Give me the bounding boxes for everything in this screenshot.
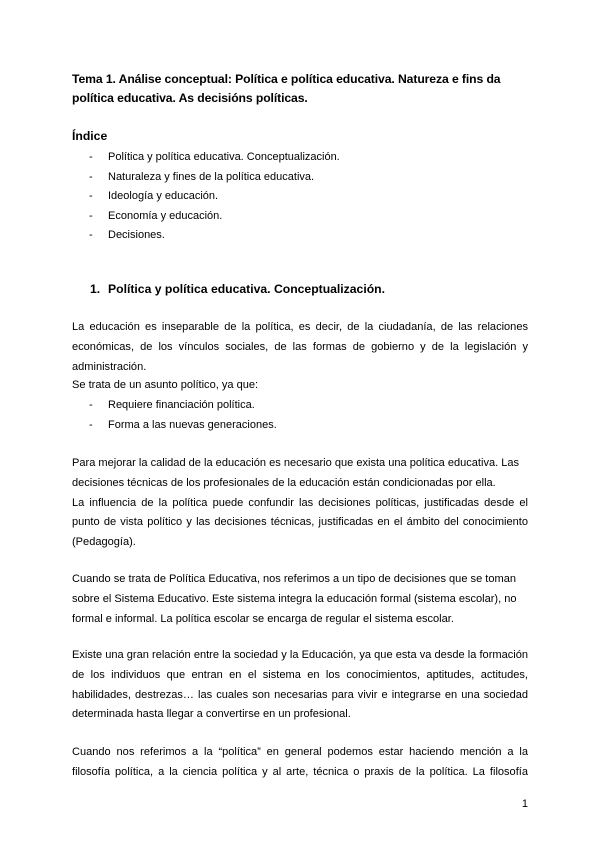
document-title: Tema 1. Análise conceptual: Política e política educativa. Natureza e fins da política educativa. As decisións políticas. <box>72 72 501 105</box>
list-item <box>72 416 277 436</box>
list-dash: - <box>89 190 93 202</box>
paragraph: Se trata de un asunto político, ya que: <box>72 379 259 391</box>
index-item-label: Decisiones. <box>108 229 165 241</box>
page-number: 1 <box>521 798 528 810</box>
index-item <box>72 226 340 246</box>
paragraph-group <box>72 454 528 553</box>
index-list <box>72 148 340 246</box>
section-heading-text: Política y política educativa. Conceptualización. <box>108 282 385 296</box>
paragraph: La influencia de la política puede confundir las decisiones políticas, justificadas desde el punto de vista político y las decisiones técnicas, justificadas en el ámbito del conocimiento (Pedagogía). <box>72 496 528 549</box>
list-dash: - <box>89 209 93 222</box>
section-heading <box>90 280 385 298</box>
paragraph: Existe una gran relación entre la sociedad y la Educación, ya que esta va desde la formación de los individuos que entran en el sistema en los conocimientos, aptitudes, actitudes, habilidades, destrezas… las cuales son necesarias para vivir e integrarse en una sociedad determinada hasta llegar a convertirse en un profesional. <box>72 649 528 721</box>
index-item-label: Naturaleza y fines de la política educativa. <box>108 170 315 183</box>
bullet-list <box>72 396 277 435</box>
index-item <box>72 187 340 207</box>
list-dash: - <box>89 170 93 183</box>
section-number: 1. <box>90 282 101 296</box>
index-item-label: Economía y educación. <box>108 209 223 222</box>
list-dash: - <box>89 229 93 241</box>
paragraph: Cuando nos referimos a la “política” en general podemos estar haciendo mención a la filosofía política, a la ciencia política y al arte, técnica o praxis de la política. La filosofía <box>72 746 528 778</box>
index-item <box>72 148 340 168</box>
list-item-label: Requiere financiación política. <box>108 399 255 411</box>
index-item-label: Política y política educativa. Conceptualización. <box>108 151 340 163</box>
index-item <box>72 168 340 188</box>
paragraph: Para mejorar la calidad de la educación es necesario que exista una política educativa. Las decisiones técnicas de los profesionales de la educación están condicionadas por ella. <box>72 457 520 489</box>
paragraph: Cuando se trata de Política Educativa, nos referimos a un tipo de decisiones que se toman sobre el Sistema Educativo. Este sistema integra la educación formal (sistema escolar), no formal e informal. La política escolar se encarga de regular el sistema escolar. <box>72 573 517 625</box>
list-item <box>72 396 277 416</box>
index-heading: Índice <box>72 129 108 143</box>
list-item-label: Forma a las nuevas generaciones. <box>108 418 277 431</box>
list-dash: - <box>89 418 93 431</box>
index-item-label: Ideología y educación. <box>108 190 219 202</box>
list-dash: - <box>89 399 93 411</box>
list-dash: - <box>89 151 93 163</box>
index-item <box>72 207 340 227</box>
paragraph: La educación es inseparable de la política, es decir, de la ciudadanía, de las relaciones económicas, de los vínculos sociales, de las formas de gobierno y de la legislación y administración. <box>72 321 528 373</box>
